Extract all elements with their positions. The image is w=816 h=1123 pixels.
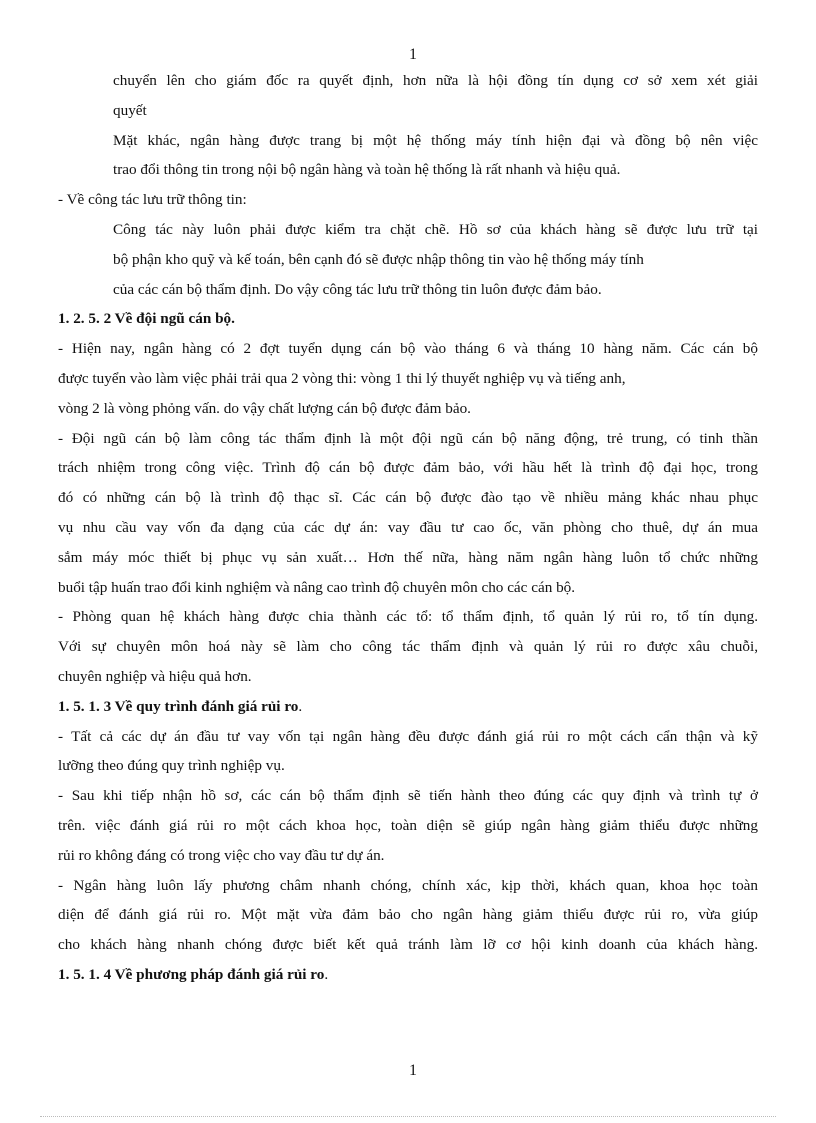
text-line [58,578,758,598]
line-text: vụ nhu cầu vay vốn đa dạng của các dự án: vay đầu tư cao ốc, văn phòng cho thuê, dự án mua [58,519,758,536]
line-text: - Về công tác lưu trữ thông tin: [58,191,247,209]
text-line [58,369,758,389]
heading-text: 1. 5. 1. 3 Về quy trình đánh giá rủi ro [58,697,299,715]
text-line [58,488,758,508]
text-line [113,160,758,180]
text-line [58,667,758,687]
text-line [58,607,758,627]
text-line [58,518,758,538]
line-text: buổi tập huấn trao đổi kinh nghiệm và nâng cao trình độ chuyên môn cho các cán bộ. [58,578,576,596]
text-line [113,131,758,151]
line-text: sắm máy móc thiết bị phục vụ sản xuất… Hơn thế nữa, hàng năm ngân hàng luôn tổ chức những [58,548,758,566]
text-line [58,458,758,478]
line-text: quyết [113,101,147,119]
page-number-bottom: 1 [409,1062,417,1079]
section-heading [58,309,758,329]
line-text: chuyên nghiệp và hiệu quả hơn. [58,668,252,685]
line-text: - Ngân hàng luôn lấy phương châm nhanh chóng, chính xác, kịp thời, khách quan, khoa học toàn [58,876,758,894]
heading-text: 1. 2. 5. 2 Về đội ngũ cán bộ. [58,310,235,328]
page-number-top: 1 [409,46,417,63]
text-line [58,756,758,776]
text-line [58,905,758,925]
text-line [113,220,758,240]
line-text: trao đổi thông tin trong nội bộ ngân hàng và toàn hệ thống là rất nhanh và hiệu quả. [113,161,621,179]
heading-text: 1. 5. 1. 4 Về phương pháp đánh giá rủi ro [58,966,325,983]
text-line [58,876,758,896]
line-text: trách nhiệm trong công việc. Trình độ cán bộ được đảm bảo, với hầu hết là trình độ đại học, trong [58,459,758,477]
text-line [113,250,758,270]
line-text: bộ phận kho quỹ và kế toán, bên cạnh đó sẽ được nhập thông tin vào hệ thống máy tính [113,250,644,268]
text-line [58,816,758,836]
line-text: - Sau khi tiếp nhận hồ sơ, các cán bộ thẩm định sẽ tiến hành theo đúng các quy định và trình tự ở [58,787,758,805]
line-text: của các cán bộ thẩm định. Do vậy công tác lưu trữ thông tin luôn được đảm bảo. [113,280,602,298]
text-line [58,935,758,955]
line-text: rủi ro không đáng có trong việc cho vay đầu tư dự án. [58,846,385,864]
text-line [58,727,758,747]
line-text: trên. việc đánh giá rủi ro một cách khoa học, toàn diện sẽ giúp ngân hàng giảm thiểu được những [58,817,758,834]
section-heading [58,965,758,985]
line-text: diện để đánh giá rủi ro. Một mặt vừa đảm bảo cho ngân hàng giảm thiểu được rủi ro, vừa giúp [58,906,758,924]
text-line [58,429,758,449]
text-line [58,786,758,806]
heading-tail: . [324,966,329,983]
text-line [58,548,758,568]
line-text: Công tác này luôn phải được kiểm tra chặt chẽ. Hồ sơ của khách hàng sẽ được lưu trữ tại [113,221,758,238]
line-text: Với sự chuyên môn hoá này sẽ làm cho công tác thẩm định và quản lý rủi ro được xâu chuỗi, [58,638,758,656]
text-line [58,846,758,866]
line-text: lưỡng theo đúng quy trình nghiệp vụ. [58,757,285,775]
section-heading [58,697,758,717]
line-text: được tuyển vào làm việc phải trải qua 2 vòng thi: vòng 1 thi lý thuyết nghiệp vụ và tiếng anh, [58,370,626,387]
text-line [58,339,758,359]
line-text: - Phòng quan hệ khách hàng được chia thành các tổ: tổ thẩm định, tổ quản lý rủi ro, tổ tín dụng. [58,608,758,626]
line-text: - Đội ngũ cán bộ làm công tác thẩm định là một đội ngũ cán bộ năng động, trẻ trung, có tinh thần [58,429,758,447]
line-text: - Hiện nay, ngân hàng có 2 đợt tuyển dụng cán bộ vào tháng 6 và tháng 10 hàng năm. Các cán bộ [58,340,758,358]
heading-tail: . [298,697,303,715]
line-text: Mặt khác, ngân hàng được trang bị một hệ thống máy tính hiện đại và đồng bộ nên việc [113,131,758,149]
footer-divider [40,1116,776,1117]
text-line [113,71,758,91]
text-line [58,399,758,419]
line-text: chuyển lên cho giám đốc ra quyết định, hơn nữa là hội đồng tín dụng cơ sở xem xét giải [113,72,758,89]
line-text: cho khách hàng nhanh chóng được biết kết quả tránh làm lỡ cơ hội kinh doanh của khách hàng. [58,936,758,954]
text-line [113,280,758,300]
text-line [58,637,758,657]
text-line [58,190,758,210]
line-text: - Tất cả các dự án đầu tư vay vốn tại ngân hàng đều được đánh giá rủi ro một cách cẩn thận và kỹ [58,727,758,745]
line-text: đó có những cán bộ là trình độ thạc sĩ. Các cán bộ được đào tạo về nhiều mảng khác nhau phục [58,489,758,507]
line-text: vòng 2 là vòng phỏng vấn. do vậy chất lượng cán bộ được đảm bảo. [58,399,471,417]
text-line [113,101,758,121]
